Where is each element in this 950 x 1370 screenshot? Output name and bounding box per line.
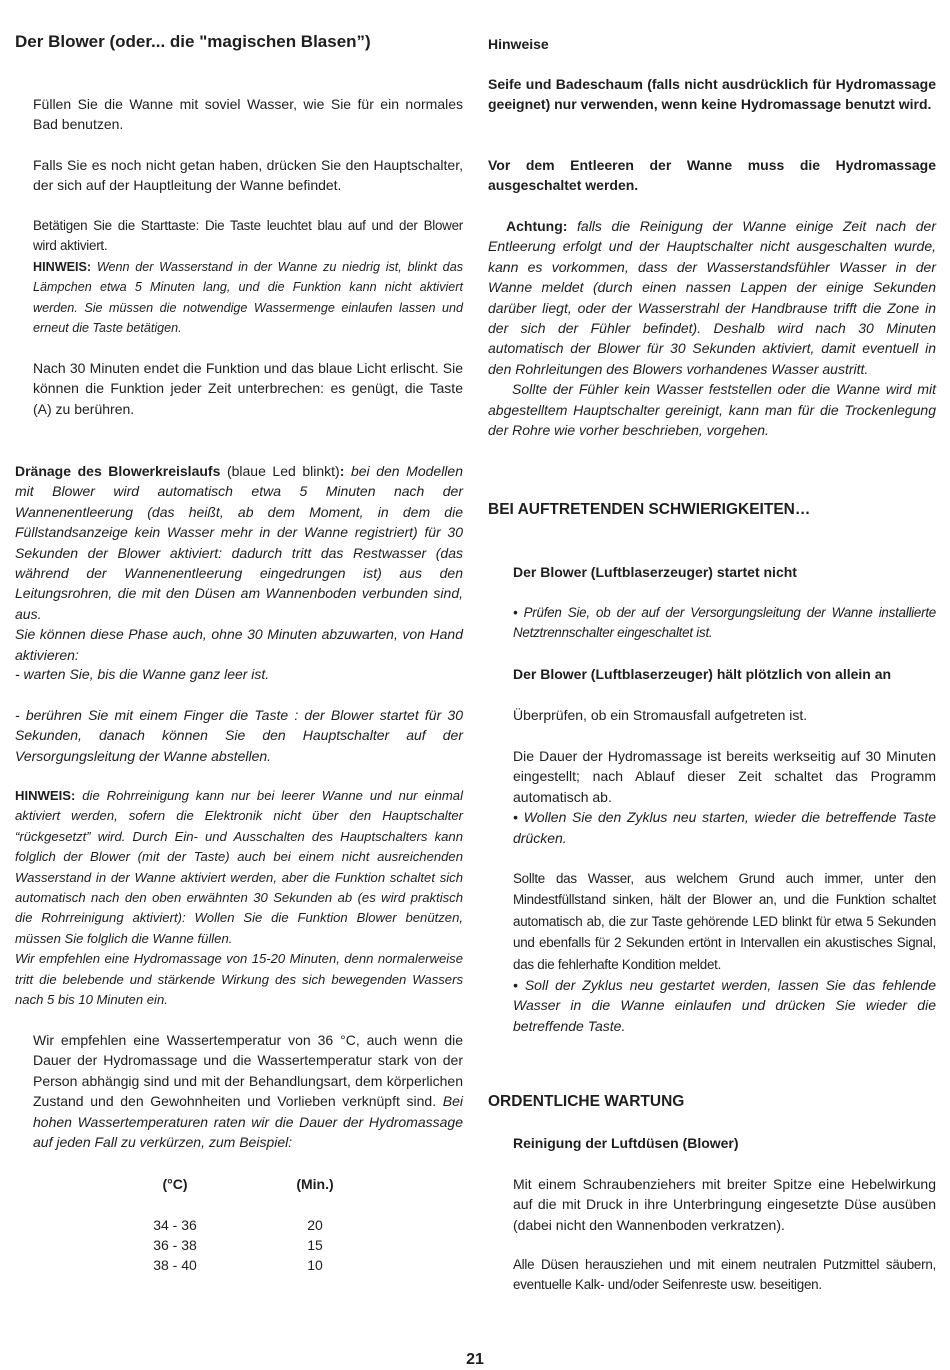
start-button-paragraph: Betätigen Sie die Starttaste: Die Taste leuchtet blau auf und der Blower wird aktiviert. (33, 218, 463, 254)
note-text: Wenn der Wasserstand in der Wanne zu niedrig ist, blinkt das Lämpchen etwa 5 Minuten lang, und die Funktion kann nicht aktiviert werden. Sie müssen die notwendige Wassermenge einlaufen lassen und erneut die Taste betätigen. (33, 260, 463, 336)
hinweise-title: Hinweise (488, 36, 549, 52)
note-pipe-cleaning (15, 786, 463, 1010)
main-switch-paragraph: Falls Sie es noch nicht getan haben, drücken Sie den Hauptschalter, der sich auf der Hauptleitung der Wanne befindet. (33, 157, 463, 194)
page-number: 21 (466, 1351, 484, 1368)
drainage-label: Dränage des Blowerkreislaufs (15, 463, 221, 479)
nozzle-cleaning-title: Reinigung der Luftdüsen (Blower) (513, 1135, 739, 1151)
note-label: HINWEIS: (33, 260, 92, 274)
drainage-paren: (blaue Led blinkt) (220, 463, 340, 479)
drainage-manual: Sie können diese Phase auch, ohne 30 Minuten abzuwarten, von Hand aktivieren: (15, 626, 463, 663)
attention-label: Achtung: (506, 218, 568, 234)
table-row: 38 - 40 10 (153, 1257, 323, 1273)
minimum-level-paragraph: Sollte das Wasser, aus welchem Grund auch immer, unter den Mindestfüllstand sinken, hält der Blower an, und die Funktion schaltet automatisch ab, die zur Taste gehörende LED blinkt für etwa 5 Sekunden und ebenfalls für 2 Sekunden ertönt in Intervallen ein akustisches Signal, das die fehlerhafte Kondition meldet. • Soll der Zyklus neu gestartet werden, lassen Sie das fehlende Wasser in die Wanne einlaufen und drücken Sie wieder die betreffende Taste. (513, 871, 936, 1034)
drainage-step-2: - berühren Sie mit einem Finger die Taste : der Blower startet für 30 Sekunden, danach können Sie den Hauptschalter auf der Versorgungsleitung der Wanne abstellen. (15, 707, 463, 764)
drainage-text: bei den Modellen mit Blower wird automatisch etwa 5 Minuten nach der Wannenentleerung (das heißt, ab dem Moment, in dem die Füllstandsanzeige kein Wasser mehr in der Wanne registriert) für 30 Sekunden der Blower aktiviert: dadurch tritt das Restwasser (das während der Wannenentleerung eingedrungen ist) aus den Leitungsrohren, die mit den Düsen am Wannenboden verbunden sind, aus. (15, 463, 463, 622)
end-function-paragraph: Nach 30 Minuten endet die Funktion und das blaue Licht erlischt. Sie können die Funktion jeder Zeit unterbrechen: es genügt, die Taste (A) zu berühren. (33, 360, 463, 417)
note-text: die Rohrreinigung kann nur bei leerer Wanne und nur einmal aktiviert werden, sofern die Elektronik nicht über den Hauptschalter “rückgesetzt” wird. Durch Ein- und Ausschalten des Hauptschalters kann folglich der Blower (mit der Taste) auch bei einem nicht ausreichenden Wasserstand in der Wanne aktiviert werden, aber die Funktion schaltet sich automatisch nach den oben erwähnten 30 Sekunden ab (es wird praktisch die Rohrreinigung aktiviert): Wollen Sie die Funktion Blower benützen, müssen Sie folglich die Wanne füllen. (15, 788, 463, 946)
fill-tub-paragraph: Füllen Sie die Wanne mit soviel Wasser, wie Sie für ein normales Bad benutzen. (33, 96, 463, 133)
troubleshooting-title: BEI AUFTRETENDEN SCHWIERIGKEITEN… (488, 501, 811, 518)
blower-title: Der Blower (oder... die "magischen Blasen”) (15, 32, 371, 51)
temperature-paragraph: Wir empfehlen eine Wassertemperatur von 36 °C, auch wenn die Dauer der Hydromassage und die Wassertemperatur stark von der Person abhängig sind und mit der Behandlungsart, dem körperlichen Zustand und den Gewohnheiten und Vorlieben verknüpft sind. Bei hohen Wassertemperaturen raten wir die Dauer der Hydromassage auf jeden Fall zu verkürzen, zum Beispiel: (33, 1032, 464, 1151)
hint-emptying: Vor dem Entleeren der Wanne muss die Hydromassage ausgeschaltet werden. (488, 157, 936, 194)
attention-paragraph: Achtung: falls die Reinigung der Wanne einige Zeit nach der Entleerung erfolgt und der Hauptschalter nicht ausgeschalten wurde, kann es vorkommen, dass der Wasserstandsfühler Wasser in der Wanne meldet (durch einen nassen Lappen der einige Sekunden darüber liegt, oder der Wasserstrahl der Handbrause trifft die Zone in der sich der Fühler befindet). Deshalb wird nach 30 Minuten automatisch der Blower für 30 Sekunden aktiviert, damit eventuell in den Rohrleitungen des Blowers vorhandenes Wasser austritt. Sollte der Fühler kein Wasser feststellen oder die Wanne wird mit abgestelltem Hauptschalter gereinigt, kann man für die Trockenlegung der Rohre wie vorher beschrieben, vorgehen. (488, 218, 936, 439)
header-minutes: (Min.) (296, 1176, 334, 1192)
hydromassage-recommendation: Wir empfehlen eine Hydromassage von 15-20 Minuten, denn normalerweise tritt die belebende und stärkende Wirkung des sich bewegenden Wassers nach 5 bis 10 Minuten ein. (15, 951, 463, 1008)
drainage-step-1: - warten Sie, bis die Wanne ganz leer ist. (15, 666, 270, 682)
drainage-paragraph: Dränage des Blowerkreislaufs (blaue Led blinkt): bei den Modellen mit Blower wird automatisch etwa 5 Minuten nach der Wannenentleerung (das heißt, ab dem Moment, in dem die Füllstandsanzeige kein Wasser mehr in der Wanne registriert) für 30 Sekunden der Blower aktiviert: dadurch tritt das Restwasser (das während der Wannenentleerung eingedrungen ist) aus den Leitungsrohren, die mit den Düsen am Wannenboden verbunden sind, aus. Sie können diese Phase auch, ohne 30 Minuten abzuwarten, von Hand aktivieren: (15, 463, 463, 663)
nozzle-washing-paragraph: Alle Düsen herausziehen und mit einem neutralen Putzmittel säubern, eventuelle Kalk- und/oder Seifenreste usw. beseitigen. (513, 1257, 936, 1293)
nozzle-removal-paragraph: Mit einem Schraubenziehers mit breiter Spitze eine Hebelwirkung auf die mit Druck in ihre Unterbringung eingesetzte Düse ausüben (dabei nicht den Wannenboden verkratzen). (513, 1176, 936, 1233)
table-row: 36 - 38 15 (153, 1237, 323, 1253)
note-water-level (33, 257, 463, 339)
power-failure-check: Überprüfen, ob ein Stromausfall aufgetreten ist. (513, 707, 808, 723)
hint-soap: Seife und Badeschaum (falls nicht ausdrücklich für Hydromassage geeignet) nur verwenden, wenn keine Hydromassage benutzt wird. (488, 76, 936, 113)
blower-not-starting-title: Der Blower (Luftblaserzeuger) startet nicht (513, 564, 797, 580)
table-row: 34 - 36 20 (153, 1217, 323, 1233)
note-label: HINWEIS: (15, 788, 76, 803)
duration-paragraph: Die Dauer der Hydromassage ist bereits werkseitig auf 30 Minuten eingestellt; nach Ablauf dieser Zeit schaltet das Programm automatisch ab. • Wollen Sie den Zyklus neu starten, wieder die betreffende Taste drücken. (513, 748, 936, 846)
blower-not-starting-text: • Prüfen Sie, ob der auf der Versorgungsleitung der Wanne installierte Netztrennschalter eingeschaltet ist. (513, 605, 936, 641)
table-header (130, 1174, 360, 1194)
blower-stops-title: Der Blower (Luftblaserzeuger) hält plötzlich von allein an (513, 666, 892, 682)
header-temperature: (°C) (162, 1176, 188, 1192)
maintenance-title: ORDENTLICHE WARTUNG (488, 1093, 685, 1110)
